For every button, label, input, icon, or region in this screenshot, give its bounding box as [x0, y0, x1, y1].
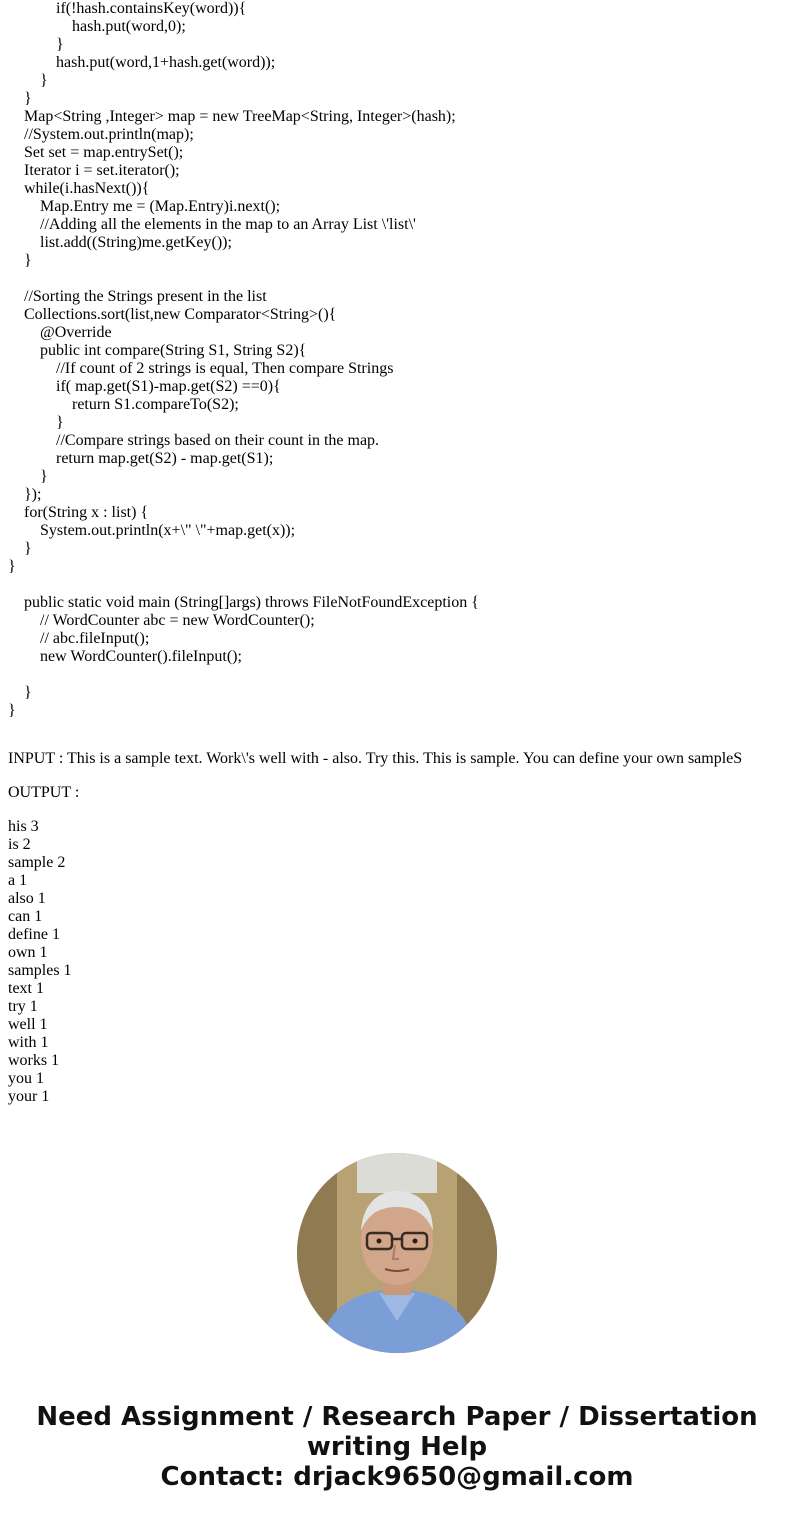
- promo-banner: [0, 1402, 794, 1492]
- code-line: }: [8, 36, 64, 53]
- output-line: his 3: [8, 818, 39, 835]
- code-line: [8, 270, 788, 288]
- code-line: // WordCounter abc = new WordCounter();: [8, 612, 315, 629]
- code-line: }: [8, 90, 32, 107]
- code-line: }: [8, 72, 48, 89]
- output-line: define 1: [8, 926, 60, 943]
- code-line: hash.put(word,0);: [8, 18, 186, 35]
- output-line: you 1: [8, 1070, 44, 1087]
- code-line: return S1.compareTo(S2);: [8, 396, 239, 413]
- code-line: public static void main (String[]args) throws FileNotFoundException {: [8, 594, 479, 611]
- code-line: // abc.fileInput();: [8, 630, 150, 647]
- code-line: while(i.hasNext()){: [8, 180, 150, 197]
- code-line: return map.get(S2) - map.get(S1);: [8, 450, 274, 467]
- output-line: can 1: [8, 908, 43, 925]
- output-line: a 1: [8, 872, 28, 889]
- code-line: }: [8, 414, 64, 431]
- code-line: //If count of 2 strings is equal, Then compare Strings: [8, 360, 394, 377]
- code-line: [8, 666, 788, 684]
- output-line: sample 2: [8, 854, 66, 871]
- code-line: //Compare strings based on their count in the map.: [8, 432, 380, 449]
- code-line: }: [8, 702, 16, 719]
- output-list: [8, 818, 72, 1106]
- promo-line-2: writing Help: [306, 1432, 488, 1462]
- code-line: if(!hash.containsKey(word)){: [8, 0, 247, 17]
- code-line: [8, 576, 788, 594]
- output-line: samples 1: [8, 962, 72, 979]
- output-line: text 1: [8, 980, 44, 997]
- code-line: }: [8, 540, 32, 557]
- output-line: try 1: [8, 998, 38, 1015]
- code-line: if( map.get(S1)-map.get(S2) ==0){: [8, 378, 281, 395]
- code-line: //Adding all the elements in the map to an Array List \'list\': [8, 216, 416, 233]
- code-line: }: [8, 468, 48, 485]
- code-line: Set set = map.entrySet();: [8, 144, 184, 161]
- code-line: for(String x : list) {: [8, 504, 149, 521]
- input-example: INPUT : This is a sample text. Work\'s well with - also. Try this. This is sample. You can define your own sampleS: [8, 750, 743, 767]
- code-line: }: [8, 684, 32, 701]
- output-line: is 2: [8, 836, 31, 853]
- code-line: }: [8, 252, 32, 269]
- code-line: hash.put(word,1+hash.get(word));: [8, 54, 276, 71]
- code-line: Iterator i = set.iterator();: [8, 162, 180, 179]
- output-line: also 1: [8, 890, 46, 907]
- code-line: //System.out.println(map);: [8, 126, 194, 143]
- output-label: OUTPUT :: [8, 784, 80, 801]
- code-line: new WordCounter().fileInput();: [8, 648, 242, 665]
- output-line: your 1: [8, 1088, 50, 1105]
- code-line: @Override: [8, 324, 112, 341]
- code-line: Collections.sort(list,new Comparator<String>(){: [8, 306, 337, 323]
- code-line: //Sorting the Strings present in the list: [8, 288, 267, 305]
- output-line: well 1: [8, 1016, 48, 1033]
- code-line: public int compare(String S1, String S2){: [8, 342, 307, 359]
- output-line: own 1: [8, 944, 48, 961]
- promo-line-1: Need Assignment / Research Paper / Dissertation: [36, 1402, 758, 1432]
- author-portrait-image: [297, 1153, 497, 1353]
- code-line: });: [8, 486, 42, 503]
- code-line: list.add((String)me.getKey());: [8, 234, 232, 251]
- code-line: System.out.println(x+\" \"+map.get(x));: [8, 522, 296, 539]
- output-line: works 1: [8, 1052, 60, 1069]
- code-line: Map.Entry me = (Map.Entry)i.next();: [8, 198, 281, 215]
- code-line: }: [8, 558, 16, 575]
- author-avatar: [297, 1153, 497, 1353]
- output-line: with 1: [8, 1034, 49, 1051]
- promo-contact: Contact: drjack9650@gmail.com: [160, 1462, 634, 1492]
- code-listing: [8, 0, 788, 720]
- code-line: Map<String ,Integer> map = new TreeMap<String, Integer>(hash);: [8, 108, 456, 125]
